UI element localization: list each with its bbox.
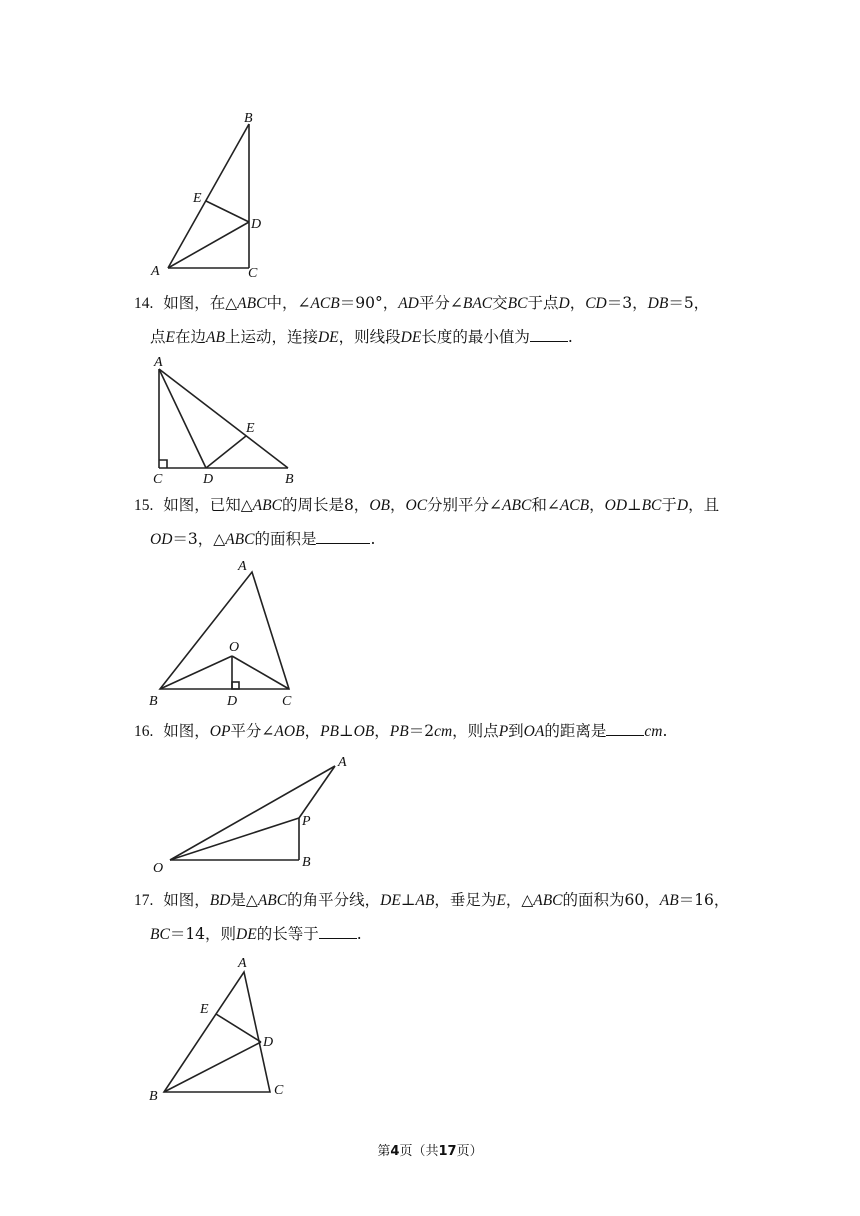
- figure-q17: [140, 950, 300, 1105]
- label-b: B: [149, 1089, 158, 1104]
- figure-q15: [140, 555, 310, 715]
- answer-blank[interactable]: [606, 720, 644, 736]
- answer-blank[interactable]: [316, 528, 370, 544]
- question-15-line-1: 15. 如图，已知△ABC的周长是8，OB，OC分别平分∠ABC和∠ACB，OD⊥BC于D，且: [134, 496, 720, 514]
- figure-q14: [140, 352, 310, 492]
- page-total: 17: [438, 1144, 457, 1159]
- answer-blank[interactable]: [530, 326, 568, 342]
- question-16-line-1: 16. 如图，OP平分∠AOB，PB⊥OB，PB＝2cm，则点P到OA的距离是 cm.: [134, 722, 668, 740]
- label-a: A: [154, 355, 163, 370]
- page-number: 4: [390, 1144, 400, 1159]
- label-o: O: [153, 861, 164, 876]
- label-a: A: [151, 264, 160, 279]
- label-a: A: [338, 755, 347, 770]
- label-d: D: [203, 472, 214, 487]
- label-o: O: [229, 640, 240, 655]
- question-14-line-1: 14. 如图，在△ABC中，∠ACB＝90°，AD平分∠BAC交BC于点D，CD＝3，DB＝5，: [134, 294, 710, 312]
- question-15-line-2: OD＝3，△ABC的面积是 .: [150, 530, 376, 548]
- label-b: B: [302, 855, 311, 870]
- figure-q16: [140, 748, 370, 878]
- label-d: D: [263, 1035, 274, 1050]
- label-e: E: [193, 191, 202, 206]
- label-e: E: [200, 1002, 209, 1017]
- label-b: B: [285, 472, 294, 487]
- question-17-line-1: 17. 如图，BD是△ABC的角平分线，DE⊥AB，垂足为E，△ABC的面积为60，AB＝16，: [134, 891, 730, 909]
- answer-blank[interactable]: [319, 923, 357, 939]
- label-p: P: [302, 814, 311, 829]
- label-d: D: [227, 694, 238, 709]
- label-c: C: [248, 266, 258, 281]
- label-b: B: [244, 111, 253, 126]
- question-17-line-2: BC＝14，则DE的长等于 .: [150, 925, 362, 943]
- figure-q13: [140, 105, 280, 285]
- page-footer: 第4页（共17页）: [377, 1144, 483, 1159]
- question-14-line-2: 点E在边AB上运动，连接DE，则线段DE长度的最小值为 .: [150, 328, 573, 346]
- label-d: D: [251, 217, 262, 232]
- label-c: C: [282, 694, 292, 709]
- label-c: C: [153, 472, 163, 487]
- label-e: E: [246, 421, 255, 436]
- label-b: B: [149, 694, 158, 709]
- label-c: C: [274, 1083, 284, 1098]
- label-a: A: [238, 559, 247, 574]
- label-a: A: [238, 956, 247, 971]
